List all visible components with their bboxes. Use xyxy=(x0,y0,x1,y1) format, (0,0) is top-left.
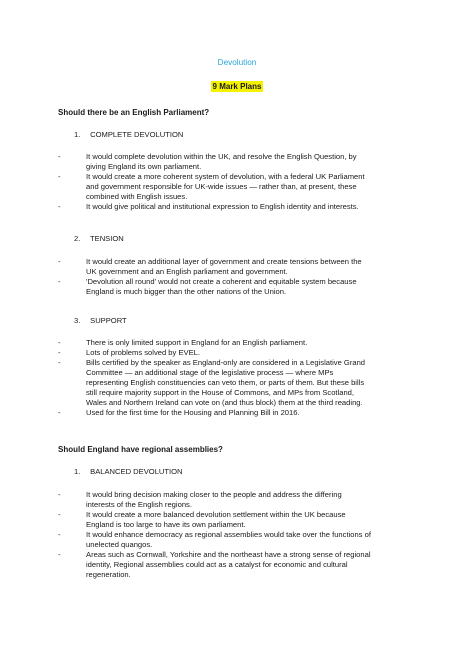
bullet-line: interests of the English regions. xyxy=(86,500,192,509)
bullet-line: Lots of problems solved by EVEL. xyxy=(86,348,200,357)
item-number: 1. xyxy=(74,130,81,139)
bullet-dash: - xyxy=(58,348,61,357)
bullet-line: still require majority support in the House of Commons, and MPs from Scotland, xyxy=(86,388,355,397)
bullet-line: It would enhance democracy as regional assemblies would take over the functions of xyxy=(86,530,371,539)
document-title: Devolution xyxy=(217,58,257,67)
bullet-line: It would bring decision making closer to the people and address the differing xyxy=(86,490,342,499)
bullet-line: regeneration. xyxy=(86,570,131,579)
bullet-list-tension xyxy=(58,257,418,297)
bullet-list-balanced-devolution xyxy=(58,490,418,580)
bullet-item xyxy=(58,348,418,358)
bullet-line: Wales and Northern Ireland can vote on (and thus block) them at the third reading. xyxy=(86,398,363,407)
bullet-list-support xyxy=(58,338,418,418)
bullet-item xyxy=(58,257,418,277)
bullet-dash: - xyxy=(58,530,61,539)
bullet-line: giving England its own parliament. xyxy=(86,162,202,171)
bullet-dash: - xyxy=(58,510,61,519)
item-label: SUPPORT xyxy=(90,316,127,325)
bullet-dash: - xyxy=(58,408,61,417)
item-number: 3. xyxy=(74,316,81,325)
bullet-item xyxy=(58,510,418,530)
numbered-item-balanced-devolution xyxy=(74,467,183,477)
section-heading-english-parliament: Should there be an English Parliament? xyxy=(58,108,210,117)
bullet-dash: - xyxy=(58,338,61,347)
bullet-line: It would create an additional layer of government and create tensions between the xyxy=(86,257,362,266)
subtitle-wrapper xyxy=(0,82,474,92)
bullet-item xyxy=(58,490,418,510)
bullet-line: and government responsible for UK-wide issues — rather than, at present, these xyxy=(86,182,357,191)
bullet-line: It would complete devolution within the UK, and resolve the English Question, by xyxy=(86,152,357,161)
document-subtitle-highlighted: 9 Mark Plans xyxy=(212,82,262,91)
bullet-line: It would create a more coherent system of devolution, with a federal UK Parliament xyxy=(86,172,365,181)
bullet-line: unelected quangos. xyxy=(86,540,153,549)
item-number: 1. xyxy=(74,467,81,476)
bullet-dash: - xyxy=(58,257,61,266)
bullet-line: Committee — an additional stage of the legislative process — where MPs xyxy=(86,368,334,377)
bullet-item xyxy=(58,358,418,408)
bullet-dash: - xyxy=(58,358,61,367)
bullet-line: It would create a more balanced devolution settlement within the UK because xyxy=(86,510,346,519)
section-heading-regional-assemblies: Should England have regional assemblies? xyxy=(58,445,223,454)
item-label: BALANCED DEVOLUTION xyxy=(90,467,183,476)
item-label: TENSION xyxy=(89,234,124,243)
bullet-dash: - xyxy=(58,152,61,161)
bullet-item xyxy=(58,530,418,550)
item-number: 2. xyxy=(74,234,81,243)
bullet-list-complete-devolution xyxy=(58,152,418,212)
numbered-item-support xyxy=(74,316,127,326)
bullet-dash: - xyxy=(58,490,61,499)
bullet-item xyxy=(58,408,418,418)
bullet-item xyxy=(58,338,418,348)
bullet-line: There is only limited support in England for an English parliament. xyxy=(86,338,308,347)
bullet-item xyxy=(58,277,418,297)
bullet-dash: - xyxy=(58,202,61,211)
bullet-line: Bills certified by the speaker as England-only are considered in a Legislative Grand xyxy=(86,358,366,367)
numbered-item-complete-devolution xyxy=(74,130,183,140)
bullet-item xyxy=(58,172,418,202)
item-label: COMPLETE DEVOLUTION xyxy=(90,130,184,139)
bullet-line: Areas such as Cornwall, Yorkshire and the northeast have a strong sense of regional xyxy=(86,550,371,559)
bullet-item xyxy=(58,202,418,212)
bullet-line: combined with English issues. xyxy=(86,192,188,201)
numbered-item-tension xyxy=(74,234,124,244)
bullet-line: UK government and an English parliament and government. xyxy=(86,267,288,276)
bullet-line: representing English constituencies can veto them, or parts of them. But these bills xyxy=(86,378,365,387)
bullet-line: It would give political and institutional expression to English identity and interests. xyxy=(86,202,359,211)
bullet-line: England is too large to have its own parliament. xyxy=(86,520,246,529)
bullet-line: identity, Regional assemblies could act as a catalyst for economic and cultural xyxy=(86,560,348,569)
bullet-line: Used for the first time for the Housing and Planning Bill in 2016. xyxy=(86,408,300,417)
bullet-dash: - xyxy=(58,277,61,286)
bullet-item xyxy=(58,550,418,580)
bullet-dash: - xyxy=(58,550,61,559)
bullet-line: England is much bigger than the other nations of the Union. xyxy=(86,287,287,296)
bullet-dash: - xyxy=(58,172,61,181)
bullet-item xyxy=(58,152,418,172)
bullet-line: 'Devolution all round' would not create a coherent and equitable system because xyxy=(86,277,357,286)
